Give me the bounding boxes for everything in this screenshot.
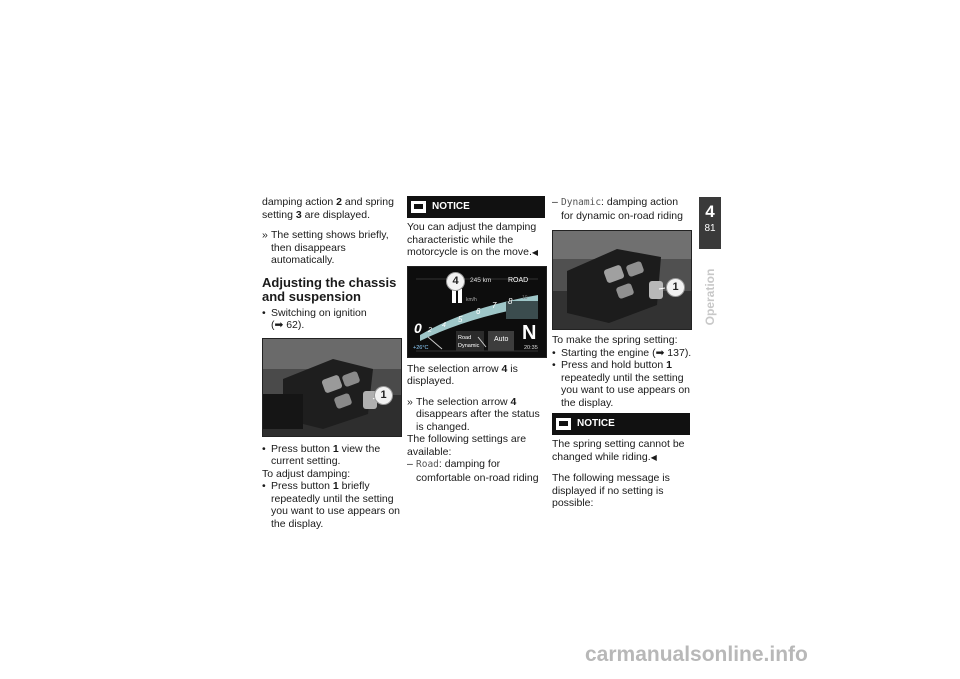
handlebar-switch-image <box>262 338 402 437</box>
available-settings: The following settings are available: <box>407 433 527 458</box>
rpm-10: 10 <box>522 294 528 301</box>
result-arrow-disappears: » The selection arrow 4 disappears after the status is changed. <box>407 396 547 434</box>
section-title: Operation <box>702 268 717 326</box>
callout-4: 4 <box>446 272 465 291</box>
tft-display-image <box>407 266 547 358</box>
handlebar-switch-image-2 <box>552 230 692 330</box>
display-road-label: Road <box>458 334 472 341</box>
display-range: 245 km <box>470 276 492 284</box>
rpm-8: 8 <box>508 296 513 306</box>
end-marker-icon: ◀ <box>531 248 539 257</box>
section-label <box>699 252 721 342</box>
paragraph-message: The following message is displayed if no setting is possible: <box>552 472 670 509</box>
display-dynamic-label: Dynamic <box>458 342 480 349</box>
chapter-number: 4 <box>705 202 715 221</box>
rpm-7: 7 <box>492 300 497 310</box>
to-make-spring: To make the spring setting: <box>552 334 678 346</box>
display-auto-label: Auto <box>494 335 509 343</box>
column-2 <box>407 196 547 484</box>
bullet-ignition: • Switching on ignition (➡ 62). <box>262 307 402 332</box>
paragraph-selection-arrow: The selection arrow 4 is displayed. <box>407 362 518 387</box>
notice-text: You can adjust the damping characteristic while the motorcycle is on the move.◀ <box>407 221 539 258</box>
column-1 <box>262 196 402 530</box>
chapter-tab <box>699 197 721 249</box>
callout-1: 1 <box>374 386 393 405</box>
rpm-4: 4 <box>442 321 446 329</box>
end-marker-icon: ◀ <box>650 452 657 462</box>
bullet-press-button: • Press button 1 view the current setting. <box>262 443 402 468</box>
display-speed-unit: km/h <box>466 296 477 303</box>
notice-box: NOTICE <box>407 196 545 218</box>
display-mode: ROAD <box>508 276 529 284</box>
paragraph-display-info: damping action 2 and spring setting 3 are displayed. <box>262 196 394 221</box>
notice-icon <box>411 201 426 213</box>
watermark: carmanualsonline.info <box>585 643 808 666</box>
dash-dynamic: – Dynamic: damping action for dynamic on-road riding <box>552 196 692 222</box>
display-speed: 0 <box>414 319 422 336</box>
section-heading: Adjusting the chassis and suspension <box>262 274 397 304</box>
display-time: 20:35 <box>524 344 538 351</box>
arrow-right-icon: ➡ <box>274 319 287 331</box>
bullet-press-briefly: • Press button 1 briefly repeatedly until the setting you want to use appears on the display. <box>262 480 402 530</box>
rpm-5: 5 <box>458 314 463 324</box>
arrow-right-icon: ➡ <box>655 346 668 359</box>
page-number: 81 <box>704 223 716 234</box>
to-adjust-damping: To adjust damping: <box>262 467 351 480</box>
display-gear: N <box>522 321 537 344</box>
notice-box-2: NOTICE <box>552 413 690 435</box>
bullet-start-engine: • Starting the engine (➡ 137). <box>552 347 692 360</box>
dash-road: – Road: damping for comfortable on-road riding <box>407 458 547 484</box>
rpm-2: 2 <box>428 326 432 334</box>
column-3 <box>552 196 692 510</box>
callout-1b: 1 <box>666 278 685 297</box>
bullet-press-hold: • Press and hold button 1 repeatedly until the setting you want to use appears on the display. <box>552 359 692 409</box>
result-item: » The setting shows briefly, then disappears automatically. <box>262 229 402 267</box>
rpm-6: 6 <box>476 306 481 316</box>
notice-icon <box>556 418 571 430</box>
notice-text-2: The spring setting cannot be changed while riding.◀ <box>552 438 685 463</box>
display-temp: +26°C <box>413 344 429 351</box>
